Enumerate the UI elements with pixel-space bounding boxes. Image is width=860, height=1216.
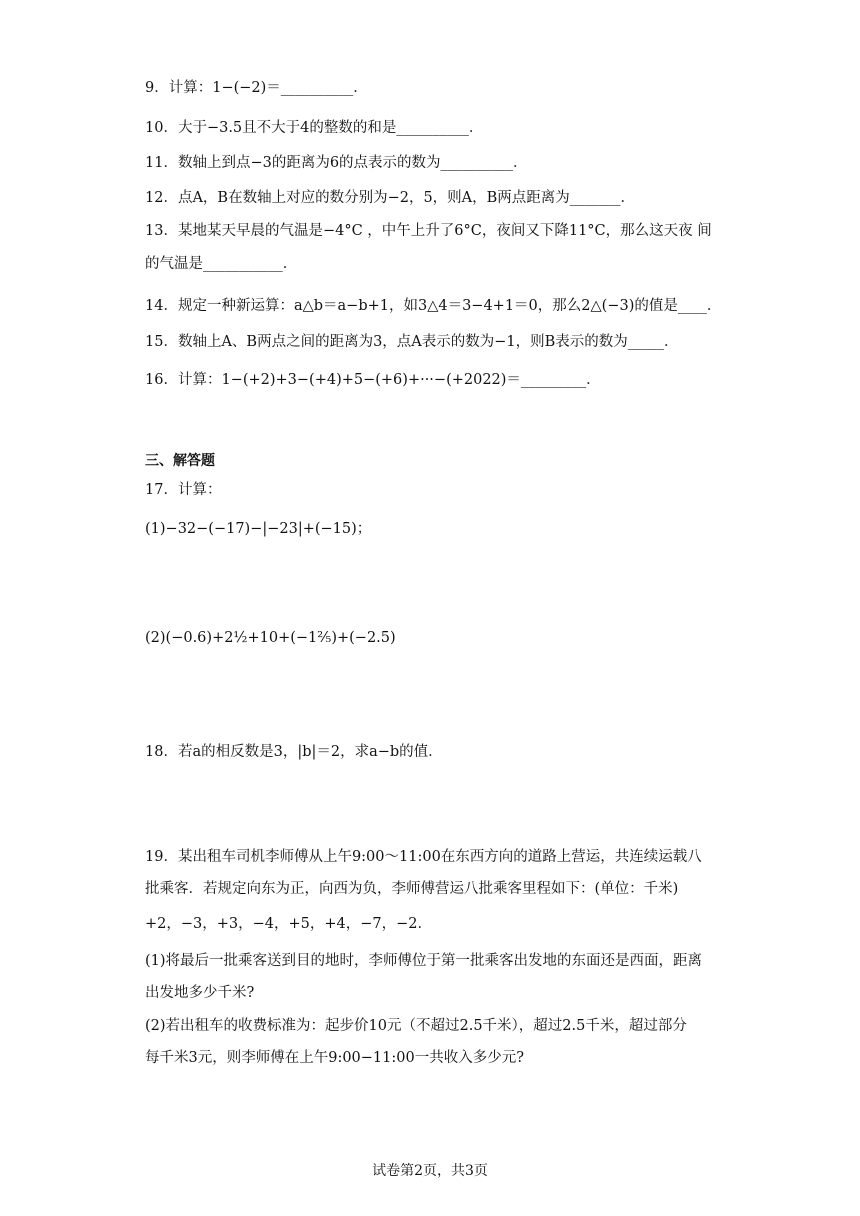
question-19-part2-line2: 每千米3元，则李师傅在上午9:00−11:00一共收入多少元?	[145, 1050, 524, 1066]
question-14: 14．规定一种新运算：a△b＝a−b+1，如3△4＝3−4+1＝0，那么2△(−3)的值是____．	[145, 298, 722, 314]
question-19-part1-line2: 出发地多少千米?	[145, 985, 255, 1001]
question-19-line3: +2，−3，+3，−4，+5，+4，−7，−2．	[145, 916, 432, 932]
question-19-line2: 批乘客．若规定向东为正，向西为负，李师傅营运八批乘客里程如下：(单位：千米)	[145, 881, 679, 897]
question-13-line1: 13．某地某天早晨的气温是−4°C ，中午上升了6°C，夜间又下降11°C，那么这天夜 间	[145, 223, 712, 239]
question-19-part1-line1: (1)将最后一批乘客送到目的地时，李师傅位于第一批乘客出发地的东面还是西面，距离	[145, 953, 703, 969]
question-19-part2-line1: (2)若出租车的收费标准为：起步价10元（不超过2.5千米），超过2.5千米，超过部分	[145, 1018, 687, 1034]
question-15: 15．数轴上A、B两点之间的距离为3，点A表示的数为−1，则B表示的数为_____．	[145, 334, 679, 350]
page-footer: 试卷第2页，共3页	[372, 1163, 488, 1179]
question-19-line1: 19．某出租车司机李师傅从上午9:00～11:00在东西方向的道路上营运，共连续运载八	[145, 849, 702, 865]
question-17-part2: (2)(−0.6)+2½+10+(−1⅖)+(−2.5)	[145, 630, 396, 646]
question-10: 10．大于−3.5且不大于4的整数的和是__________．	[145, 120, 484, 136]
question-11: 11．数轴上到点−3的距离为6的点表示的数为__________．	[145, 155, 528, 171]
question-18: 18．若a的相反数是3，|b|＝2，求a−b的值．	[145, 744, 443, 760]
question-17-part1: (1)−32−(−17)−|−23|+(−15)；	[145, 521, 372, 537]
question-9: 9．计算：1−(−2)＝__________．	[145, 80, 368, 96]
question-16: 16．计算：1−(+2)+3−(+4)+5−(+6)+···−(+2022)＝_________．	[145, 372, 601, 388]
section-title: 三、解答题	[145, 453, 215, 469]
question-13-line2: 的气温是___________．	[145, 256, 298, 272]
question-17-title: 17．计算：	[145, 482, 222, 498]
question-12: 12．点A，B在数轴上对应的数分别为−2，5，则A，B两点距离为_______．	[145, 190, 636, 206]
